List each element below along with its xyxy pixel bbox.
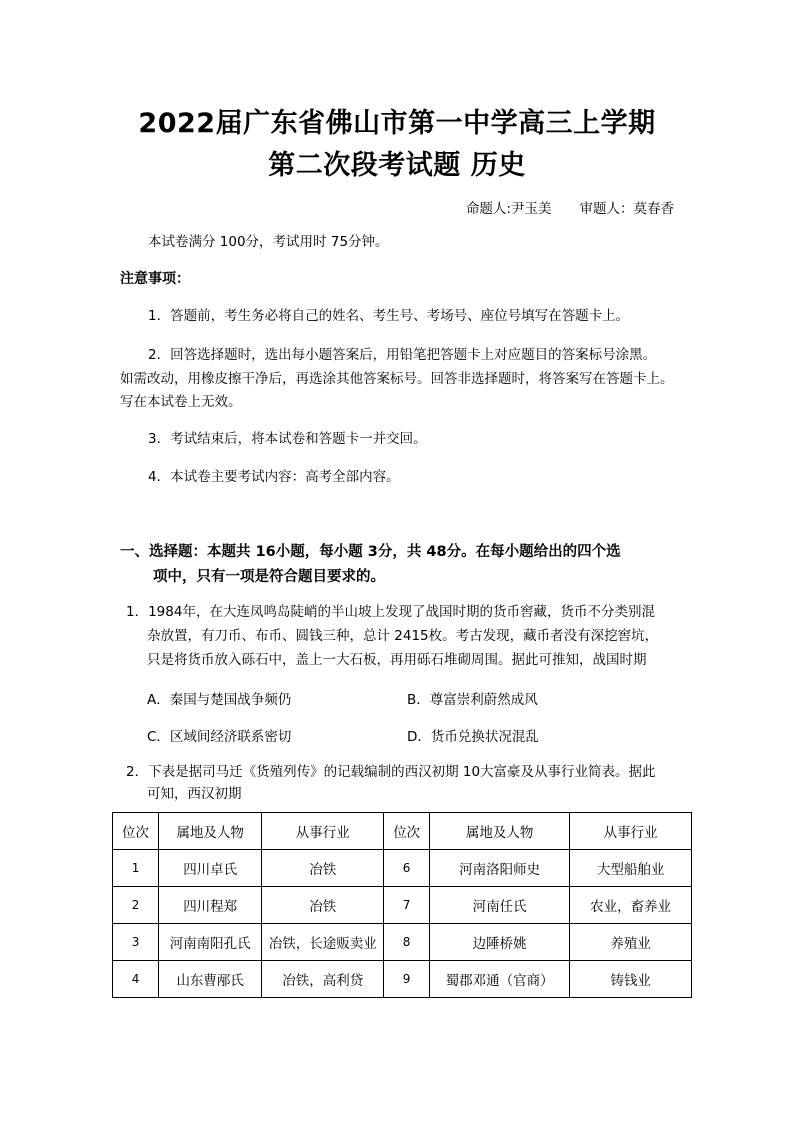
q1-line-2: 杂放置，有刀币、布币、圆钱三种，总计 2415枚。考古发现，藏币者没有深挖窖坑，: [147, 628, 659, 644]
q1-line-1: 1．1984年，在大连凤鸣岛陡峭的半山坡上发现了战国时期的货币窖藏，货币不分类别混: [126, 604, 655, 620]
intro-text: 本试卷满分 100分，考试用时 75分钟。: [148, 234, 389, 250]
notes-heading: 注意事项：: [120, 271, 190, 287]
q1-option-a: A．秦国与楚国战争频仍: [147, 692, 292, 708]
table-cell: 边陲桥姚: [430, 924, 570, 961]
section-1-heading-line-1: 一、选择题：本题共 16小题，每小题 3分，共 48分。在每小题给出的四个选: [120, 544, 621, 560]
table-cell: 河南南阳孔氏: [159, 924, 262, 961]
table-header-cell: 从事行业: [262, 813, 384, 850]
authors: [466, 197, 674, 217]
note-item-2-line-2: 如需改动，用橡皮擦干净后，再选涂其他答案标号。回答非选择题时，将答案写在答题卡上。: [120, 371, 674, 387]
table-cell: 8: [384, 924, 430, 961]
table-cell: 6: [384, 850, 430, 887]
note-item-4: 4．本试卷主要考试内容：高考全部内容。: [148, 469, 400, 485]
table-header-cell: 从事行业: [570, 813, 692, 850]
table-cell: 养殖业: [570, 924, 692, 961]
q1-option-d: D．货币兑换状况混乱: [407, 729, 539, 745]
table-row: [113, 887, 692, 924]
table-cell: 农业，畜养业: [570, 887, 692, 924]
table-cell: 4: [113, 961, 159, 998]
table-cell: 9: [384, 961, 430, 998]
title-line-2: 第二次段考试题 历史: [268, 150, 526, 181]
table-cell: 铸钱业: [570, 961, 692, 998]
table-cell: 3: [113, 924, 159, 961]
table-header-cell: 属地及人物: [159, 813, 262, 850]
table-header-cell: 属地及人物: [430, 813, 570, 850]
q1-line-3: 只是将货币放入砾石中，盖上一大石板，再用砾石堆砌周围。据此可推知，战国时期: [147, 652, 647, 668]
table-cell: 山东曹邴氏: [159, 961, 262, 998]
table-row: [113, 850, 692, 887]
table-cell: 冶铁，长途贩卖业: [262, 924, 384, 961]
note-item-1: 1．答题前，考生务必将自己的姓名、考生号、考场号、座位号填写在答题卡上。: [148, 308, 630, 324]
table-cell: 冶铁: [262, 887, 384, 924]
table-cell: 2: [113, 887, 159, 924]
table-row: [113, 961, 692, 998]
table-cell: 7: [384, 887, 430, 924]
table-cell: 河南任氏: [430, 887, 570, 924]
wealth-table: [112, 812, 692, 998]
table-cell: 1: [113, 850, 159, 887]
table-row: [113, 924, 692, 961]
table-header-row: [113, 813, 692, 850]
section-1-heading-line-2: 项中，只有一项是符合题目要求的。: [153, 569, 385, 585]
table-cell: 冶铁: [262, 850, 384, 887]
table-header-cell: 位次: [384, 813, 430, 850]
table-cell: 冶铁，高利贷: [262, 961, 384, 998]
q2-line-2: 可知，西汉初期: [147, 786, 242, 802]
table-header-cell: 位次: [113, 813, 159, 850]
table-cell: 蜀郡邓通（官商）: [430, 961, 570, 998]
q2-line-1: 2．下表是据司马迁《货殖列传》的记载编制的西汉初期 10大富豪及从事行业简表。据此: [126, 764, 656, 780]
table-cell: 四川卓氏: [159, 850, 262, 887]
title-line-1: 2022届广东省佛山市第一中学高三上学期: [138, 108, 656, 139]
note-item-2-line-3: 写在本试卷上无效。: [120, 394, 242, 410]
table-cell: 大型船舶业: [570, 850, 692, 887]
note-item-2-line-1: 2．回答选择题时，选出每小题答案后，用铅笔把答题卡上对应题目的答案标号涂黑。: [148, 347, 657, 363]
table-cell: 河南洛阳师史: [430, 850, 570, 887]
setter: 命题人:尹玉美: [465, 201, 552, 217]
table-cell: 四川程郑: [159, 887, 262, 924]
note-item-3: 3．考试结束后，将本试卷和答题卡一并交回。: [148, 431, 427, 447]
reviewer: 审题人：莫春香: [579, 201, 674, 217]
q1-option-c: C．区域间经济联系密切: [147, 729, 292, 745]
q1-option-b: B．尊富崇利蔚然成风: [407, 692, 538, 708]
